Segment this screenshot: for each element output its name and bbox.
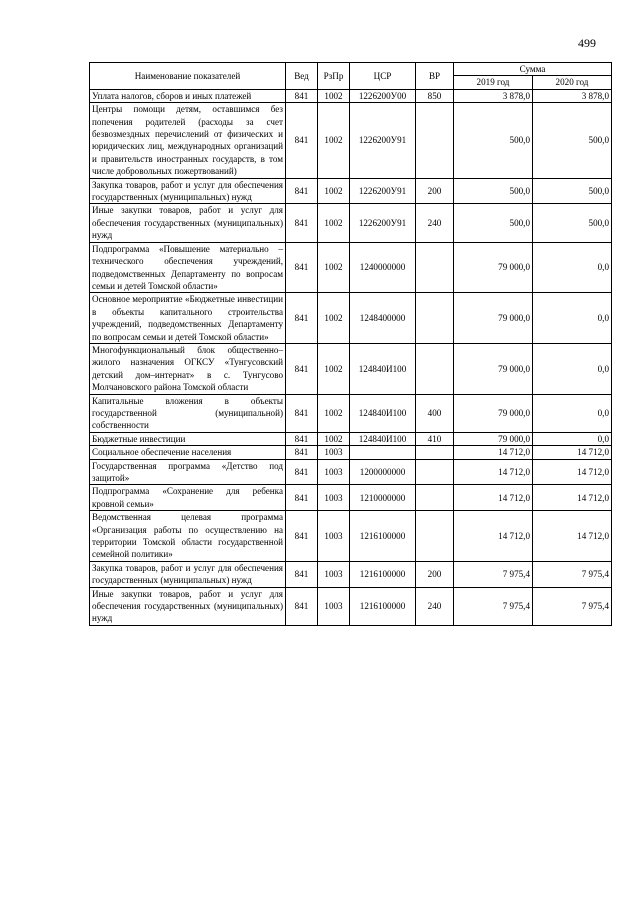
cell-csr: 124840И100: [350, 432, 416, 445]
cell-sum-2020: 0,0: [533, 293, 612, 344]
cell-sum-2019: 14 712,0: [454, 511, 533, 562]
header-csr: ЦСР: [350, 63, 416, 90]
cell-csr: 1200000000: [350, 459, 416, 485]
cell-sum-2019: 3 878,0: [454, 89, 533, 102]
cell-sum-2020: 14 712,0: [533, 511, 612, 562]
cell-rzpr: 1002: [318, 343, 350, 394]
cell-rzpr: 1003: [318, 446, 350, 459]
cell-ved: 841: [286, 89, 318, 102]
cell-name: Капитальные вложения в объекты государственной (муниципальной) собственности: [90, 394, 286, 432]
cell-rzpr: 1002: [318, 242, 350, 293]
cell-ved: 841: [286, 511, 318, 562]
cell-vr: [416, 459, 454, 485]
cell-vr: [416, 293, 454, 344]
header-sum: Сумма: [454, 63, 612, 76]
table-header: [90, 63, 612, 90]
cell-vr: [416, 446, 454, 459]
cell-vr: 200: [416, 561, 454, 587]
cell-sum-2020: 500,0: [533, 103, 612, 178]
cell-sum-2019: 79 000,0: [454, 432, 533, 445]
cell-vr: 240: [416, 587, 454, 625]
cell-name: Ведомственная целевая программа «Организация работы по осуществлению на территории Томской области государственной семейной политики»: [90, 511, 286, 562]
cell-vr: 410: [416, 432, 454, 445]
table-body: [90, 89, 612, 625]
cell-rzpr: 1002: [318, 293, 350, 344]
cell-name: Закупка товаров, работ и услуг для обеспечения государственных (муниципальных) нужд: [90, 561, 286, 587]
cell-vr: 240: [416, 204, 454, 242]
cell-ved: 841: [286, 394, 318, 432]
table-row: [90, 242, 612, 293]
cell-sum-2019: 7 975,4: [454, 561, 533, 587]
cell-csr: 1226200У00: [350, 89, 416, 102]
cell-vr: 850: [416, 89, 454, 102]
header-ved: Вед: [286, 63, 318, 90]
cell-csr: 1210000000: [350, 485, 416, 511]
cell-csr: 1216100000: [350, 561, 416, 587]
cell-sum-2020: 7 975,4: [533, 587, 612, 625]
cell-csr: 1226200У91: [350, 204, 416, 242]
cell-name: Многофункциональный блок общественно–жилого назначения ОГКСУ «Тунгусовский детский дом–интернат» в с. Тунгусово Молчановского района Томской области: [90, 343, 286, 394]
cell-rzpr: 1002: [318, 178, 350, 204]
table-row: [90, 178, 612, 204]
cell-csr: [350, 446, 416, 459]
cell-csr: 1226200У91: [350, 103, 416, 178]
header-year-2020: 2020 год: [533, 76, 612, 89]
cell-csr: 1216100000: [350, 587, 416, 625]
cell-name: Подпрограмма «Сохранение для ребенка кровной семьи»: [90, 485, 286, 511]
table-row: [90, 511, 612, 562]
header-vr: ВР: [416, 63, 454, 90]
cell-vr: [416, 511, 454, 562]
cell-ved: 841: [286, 587, 318, 625]
cell-vr: 400: [416, 394, 454, 432]
cell-ved: 841: [286, 446, 318, 459]
cell-name: Основное мероприятие «Бюджетные инвестиции в объекты капитального строительства учреждений, подведомственных Департаменту по вопросам семьи и детей Томской области»: [90, 293, 286, 344]
table-row: [90, 343, 612, 394]
cell-rzpr: 1002: [318, 432, 350, 445]
cell-rzpr: 1003: [318, 587, 350, 625]
cell-sum-2020: 3 878,0: [533, 89, 612, 102]
table-row: [90, 485, 612, 511]
cell-vr: 200: [416, 178, 454, 204]
cell-vr: [416, 343, 454, 394]
cell-csr: 1240000000: [350, 242, 416, 293]
cell-ved: 841: [286, 204, 318, 242]
cell-vr: [416, 485, 454, 511]
header-rzpr: РзПр: [318, 63, 350, 90]
cell-name: Подпрограмма «Повышение материально – технического обеспечения учреждений, подведомственных Департаменту по вопросам семьи и детей Томской области»: [90, 242, 286, 293]
cell-vr: [416, 103, 454, 178]
cell-ved: 841: [286, 293, 318, 344]
cell-rzpr: 1003: [318, 511, 350, 562]
cell-ved: 841: [286, 432, 318, 445]
cell-rzpr: 1002: [318, 204, 350, 242]
cell-csr: 1226200У91: [350, 178, 416, 204]
cell-sum-2020: 7 975,4: [533, 561, 612, 587]
table-row: [90, 89, 612, 102]
budget-table: [89, 62, 612, 626]
cell-csr: 124840И100: [350, 343, 416, 394]
table-row: [90, 204, 612, 242]
table-row: [90, 459, 612, 485]
table-row: [90, 587, 612, 625]
cell-csr: 1216100000: [350, 511, 416, 562]
cell-sum-2020: 0,0: [533, 394, 612, 432]
cell-csr: 1248400000: [350, 293, 416, 344]
cell-rzpr: 1002: [318, 103, 350, 178]
cell-sum-2020: 0,0: [533, 343, 612, 394]
cell-name: Иные закупки товаров, работ и услуг для обеспечения государственных (муниципальных) нужд: [90, 204, 286, 242]
cell-sum-2020: 14 712,0: [533, 459, 612, 485]
cell-name: Бюджетные инвестиции: [90, 432, 286, 445]
cell-sum-2020: 500,0: [533, 204, 612, 242]
cell-sum-2019: 500,0: [454, 178, 533, 204]
cell-ved: 841: [286, 343, 318, 394]
cell-sum-2019: 500,0: [454, 204, 533, 242]
cell-rzpr: 1002: [318, 394, 350, 432]
cell-name: Государственная программа «Детство под защитой»: [90, 459, 286, 485]
cell-sum-2019: 500,0: [454, 103, 533, 178]
header-name: Наименование показателей: [90, 63, 286, 90]
table-row: [90, 561, 612, 587]
header-year-2019: 2019 год: [454, 76, 533, 89]
table-row: [90, 103, 612, 178]
cell-ved: 841: [286, 103, 318, 178]
cell-csr: 124840И100: [350, 394, 416, 432]
cell-sum-2020: 14 712,0: [533, 485, 612, 511]
cell-name: Уплата налогов, сборов и иных платежей: [90, 89, 286, 102]
cell-sum-2019: 79 000,0: [454, 293, 533, 344]
table-row: [90, 394, 612, 432]
cell-sum-2020: 14 712,0: [533, 446, 612, 459]
cell-name: Иные закупки товаров, работ и услуг для обеспечения государственных (муниципальных) нужд: [90, 587, 286, 625]
cell-vr: [416, 242, 454, 293]
cell-rzpr: 1003: [318, 561, 350, 587]
cell-sum-2019: 79 000,0: [454, 343, 533, 394]
cell-sum-2019: 14 712,0: [454, 485, 533, 511]
cell-ved: 841: [286, 178, 318, 204]
cell-sum-2019: 14 712,0: [454, 459, 533, 485]
cell-sum-2020: 0,0: [533, 242, 612, 293]
cell-sum-2019: 14 712,0: [454, 446, 533, 459]
cell-name: Закупка товаров, работ и услуг для обеспечения государственных (муниципальных) нужд: [90, 178, 286, 204]
cell-ved: 841: [286, 485, 318, 511]
cell-ved: 841: [286, 459, 318, 485]
cell-sum-2020: 500,0: [533, 178, 612, 204]
cell-sum-2019: 79 000,0: [454, 394, 533, 432]
cell-sum-2020: 0,0: [533, 432, 612, 445]
cell-name: Центры помощи детям, оставшимся без попечения родителей (расходы за счет безвозмездных перечислений от физических и юридических лиц, международных организаций и правительств иностранных государств, в том числе добровольных пожертвований): [90, 103, 286, 178]
cell-rzpr: 1002: [318, 89, 350, 102]
cell-ved: 841: [286, 561, 318, 587]
page-number: 499: [578, 36, 596, 50]
cell-rzpr: 1003: [318, 485, 350, 511]
cell-sum-2019: 7 975,4: [454, 587, 533, 625]
table-row: [90, 432, 612, 445]
cell-sum-2019: 79 000,0: [454, 242, 533, 293]
cell-rzpr: 1003: [318, 459, 350, 485]
table-row: [90, 446, 612, 459]
cell-name: Социальное обеспечение населения: [90, 446, 286, 459]
cell-ved: 841: [286, 242, 318, 293]
table-row: [90, 293, 612, 344]
